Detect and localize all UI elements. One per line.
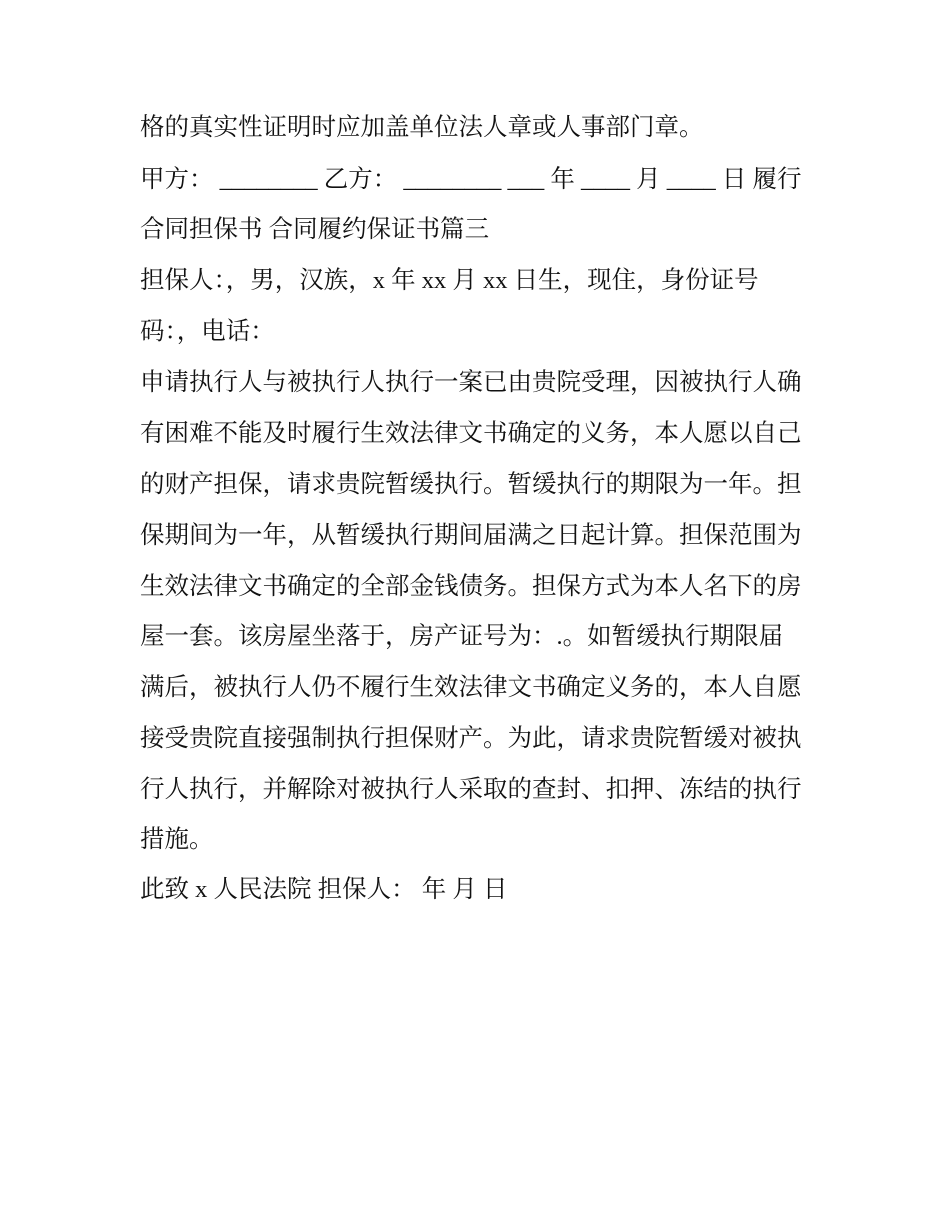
text-line: 屋一套。该房屋坐落于，房产证号为：.。如暂缓执行期限届 (140, 623, 784, 650)
text-line: 甲方： ________ 乙方： ________ ___ 年 ____ 月 ____ 日 履行 (140, 166, 802, 193)
text-line: 保期间为一年，从暂缓执行期间届满之日起计算。担保范围为 (140, 522, 802, 549)
section-title: 合同担保书 合同履约保证书篇三 (140, 216, 490, 243)
text-line: 措施。 (140, 826, 214, 853)
text-line: 行人执行，并解除对被执行人采取的查封、扣押、冻结的执行 (140, 776, 802, 803)
text-line: 生效法律文书确定的全部金钱债务。担保方式为本人名下的房 (140, 573, 802, 600)
text-line: 担保人：，男，汉族，x 年 xx 月 xx 日生，现住，身份证号 (140, 267, 759, 294)
text-line: 申请执行人与被执行人执行一案已由贵院受理，因被执行人确 (140, 369, 802, 396)
text-line: 码：，电话： (140, 318, 275, 345)
text-line: 的财产担保，请求贵院暂缓执行。暂缓执行的期限为一年。担 (140, 471, 802, 498)
signature-line: 此致 x 人民法院 担保人： 年 月 日 (140, 876, 508, 903)
text-line: 接受贵院直接强制执行担保财产。为此，请求贵院暂缓对被执 (140, 725, 802, 752)
text-line: 格的真实性证明时应加盖单位法人章或人事部门章。 (140, 114, 704, 141)
text-line: 有困难不能及时履行生效法律文书确定的义务，本人愿以自己 (140, 420, 802, 447)
text-line: 满后，被执行人仍不履行生效法律文书确定义务的，本人自愿 (140, 674, 802, 701)
